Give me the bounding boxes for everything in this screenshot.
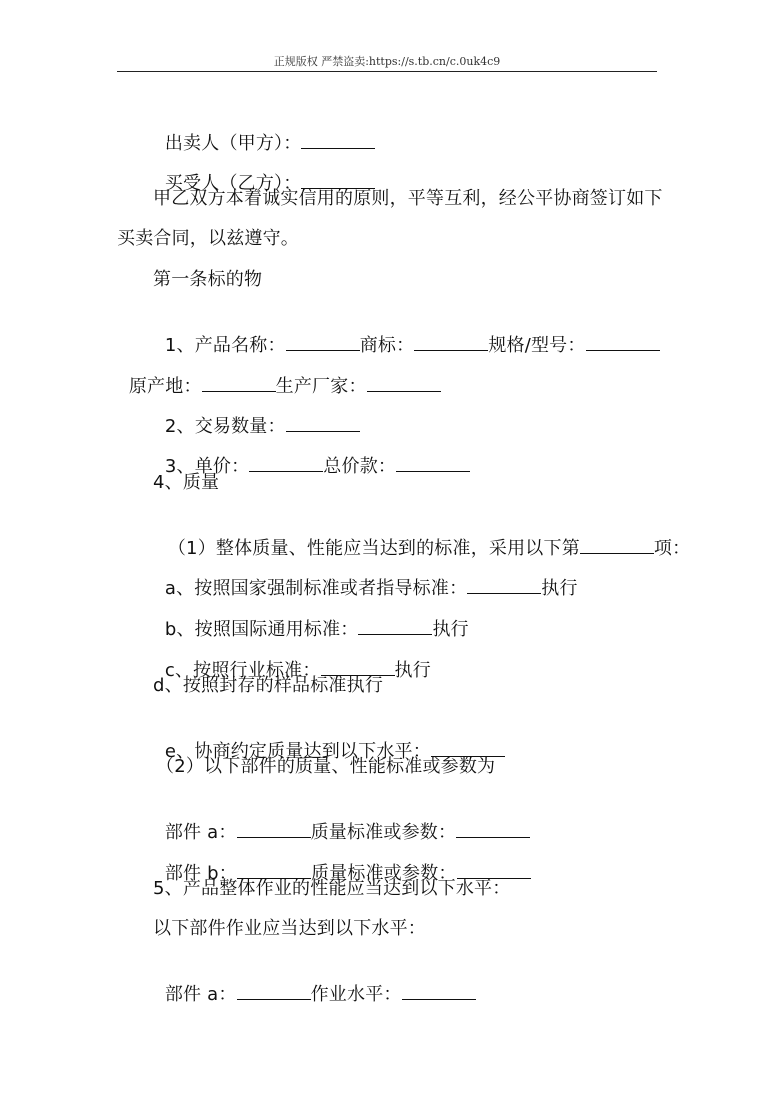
spec-blank: [586, 332, 660, 351]
part-a-standard-label: 质量标准或参数：: [310, 822, 457, 843]
quality-b-blank: [358, 616, 432, 635]
quality-b-text: b、按照国际通用标准：: [164, 619, 359, 640]
article-1-title: 第一条标的物: [153, 269, 263, 290]
quality-e-blank: [431, 738, 505, 757]
buyer-blank: [301, 170, 375, 189]
part-b-standard-label: 质量标准或参数：: [311, 863, 457, 884]
quality-c-suffix: 执行: [394, 660, 431, 681]
intro-line-1: 甲乙双方本着诚实信用的原则，平等互利，经公平协商签订如下: [153, 188, 663, 209]
spec-label: 规格/型号：: [488, 335, 586, 356]
part-a-line: [153, 797, 530, 844]
part-b-label: 部件 b：: [164, 863, 237, 884]
quality-b-line: [153, 594, 469, 641]
quality-b-suffix: 执行: [432, 619, 469, 640]
quality-1-suffix: 项：: [653, 538, 691, 559]
seller-label: 出卖人（甲方）：: [164, 133, 302, 154]
quality-c-text: c、按照行业标准：: [164, 660, 321, 681]
part-a-standard-blank: [456, 819, 530, 838]
buyer-label: 买受人（乙方）：: [164, 173, 302, 194]
unit-price-blank: [249, 453, 323, 472]
part-b-blank: [237, 860, 311, 879]
quality-a-suffix: 执行: [541, 578, 578, 599]
quality-1-text: （1）整体质量、性能应当达到的标准，采用以下第: [167, 538, 580, 559]
maker-blank: [367, 373, 441, 392]
quality-a-line: [153, 553, 578, 600]
product-name-blank: [286, 332, 360, 351]
intro-line-2: 买卖合同，以兹遵守。: [117, 228, 299, 249]
quality-c-blank: [321, 657, 395, 676]
product-name-label: 1、产品名称：: [164, 335, 286, 356]
item-1-line: [153, 310, 660, 357]
work-a-level-label: 作业水平：: [310, 984, 402, 1005]
brand-label: 商标：: [359, 335, 415, 356]
work-a-blank: [237, 981, 311, 1000]
quality-d-line: d、按照封存的样品标准执行: [153, 675, 384, 696]
unit-price-label: 3、单价：: [164, 456, 250, 477]
origin-blank: [202, 373, 276, 392]
page-header: 正规版权 严禁盗卖:https://s.tb.cn/c.0uk4c9: [273, 55, 501, 68]
part-a-label: 部件 a：: [164, 822, 237, 843]
work-a-level-blank: [402, 981, 476, 1000]
item-4-title: 4、质量: [153, 472, 220, 493]
quality-e-text: e、协商约定质量达到以下水平：: [164, 741, 431, 762]
item-5-line: 5、产品整体作业的性能应当达到以下水平：: [153, 878, 511, 899]
work-a-line: [153, 959, 476, 1006]
part-a-blank: [237, 819, 311, 838]
quality-2-line: （2）以下部件的质量、性能标准或参数为: [156, 756, 496, 777]
quality-a-text: a、按照国家强制标准或者指导标准：: [164, 578, 468, 599]
quantity-label: 2、交易数量：: [164, 416, 286, 437]
quantity-blank: [286, 413, 360, 432]
work-a-label: 部件 a：: [164, 984, 237, 1005]
item-3-line: [153, 431, 470, 478]
item-5-sub-line: 以下部件作业应当达到以下水平：: [153, 918, 426, 939]
header-divider: [117, 71, 657, 72]
origin-label: 原产地：: [128, 376, 202, 397]
seller-blank: [301, 130, 375, 149]
quality-1-blank: [580, 535, 654, 554]
quality-a-blank: [467, 575, 541, 594]
brand-blank: [414, 332, 488, 351]
total-price-label: 总价款：: [323, 456, 397, 477]
total-price-blank: [396, 453, 470, 472]
part-b-standard-blank: [457, 860, 531, 879]
maker-label: 生产厂家：: [275, 376, 367, 397]
